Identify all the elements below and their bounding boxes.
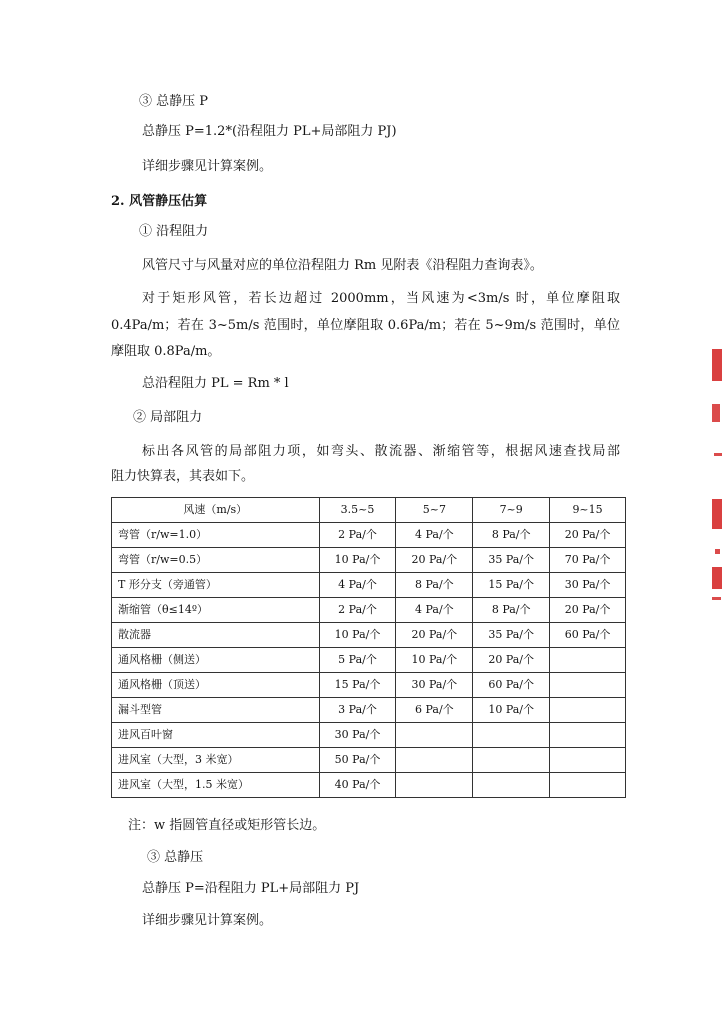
resistance-value-cell: 60 Pa/个 xyxy=(550,623,626,648)
table-header-cell: 风速（m/s） xyxy=(112,498,320,523)
resistance-value-cell: 20 Pa/个 xyxy=(396,548,473,573)
local-resistance-paragraph-line-2: 阻力快算表，其表如下。 xyxy=(111,469,255,484)
resistance-value-cell: 40 Pa/个 xyxy=(319,773,396,798)
table-row xyxy=(112,523,626,548)
resistance-value-cell xyxy=(550,773,626,798)
resistance-value-cell: 10 Pa/个 xyxy=(473,698,550,723)
resistance-value-cell: 2 Pa/个 xyxy=(319,598,396,623)
resistance-value-cell xyxy=(473,723,550,748)
resistance-value-cell: 10 Pa/个 xyxy=(319,623,396,648)
friction-resistance-heading: ① 沿程阻力 xyxy=(139,224,209,239)
table-row xyxy=(112,723,626,748)
resistance-value-cell xyxy=(550,748,626,773)
total-static-pressure-heading-2: ③ 总静压 xyxy=(147,850,204,865)
resistance-value-cell xyxy=(396,773,473,798)
fitting-name-cell: 通风格栅（侧送） xyxy=(112,648,320,673)
fitting-name-cell: 通风格栅（顶送） xyxy=(112,673,320,698)
resistance-value-cell: 15 Pa/个 xyxy=(473,573,550,598)
resistance-value-cell: 60 Pa/个 xyxy=(473,673,550,698)
resistance-value-cell xyxy=(550,673,626,698)
resistance-value-cell: 35 Pa/个 xyxy=(473,548,550,573)
fitting-name-cell: 进风室（大型，3 米宽） xyxy=(112,748,320,773)
section-heading: 2. 风管静压估算 xyxy=(111,194,208,209)
resistance-value-cell: 15 Pa/个 xyxy=(319,673,396,698)
total-static-pressure-formula-2: 总静压 P=沿程阻力 PL+局部阻力 PJ xyxy=(142,881,360,896)
table-row xyxy=(112,598,626,623)
resistance-value-cell xyxy=(550,698,626,723)
fitting-name-cell: 散流器 xyxy=(112,623,320,648)
resistance-value-cell: 8 Pa/个 xyxy=(473,523,550,548)
edge-mark xyxy=(715,549,720,554)
resistance-value-cell: 5 Pa/个 xyxy=(319,648,396,673)
resistance-value-cell: 30 Pa/个 xyxy=(396,673,473,698)
fitting-name-cell: 进风百叶窗 xyxy=(112,723,320,748)
resistance-value-cell: 4 Pa/个 xyxy=(396,523,473,548)
resistance-value-cell: 2 Pa/个 xyxy=(319,523,396,548)
resistance-value-cell: 10 Pa/个 xyxy=(319,548,396,573)
resistance-value-cell xyxy=(396,748,473,773)
resistance-value-cell xyxy=(550,648,626,673)
friction-paragraph-1: 风管尺寸与风量对应的单位沿程阻力 Rm 见附表《沿程阻力查询表》。 xyxy=(142,258,543,273)
resistance-value-cell: 20 Pa/个 xyxy=(473,648,550,673)
table-row xyxy=(112,548,626,573)
table-note: 注：w 指圆管直径或矩形管长边。 xyxy=(128,818,326,833)
resistance-value-cell xyxy=(550,723,626,748)
resistance-value-cell: 20 Pa/个 xyxy=(550,523,626,548)
resistance-value-cell: 20 Pa/个 xyxy=(550,598,626,623)
table-row xyxy=(112,773,626,798)
local-resistance-paragraph-line-1: 标出各风管的局部阻力项，如弯头、散流器、渐缩管等，根据风速查找局部 xyxy=(142,444,620,459)
table-row xyxy=(112,748,626,773)
edge-mark xyxy=(712,597,721,600)
edge-mark xyxy=(712,567,722,589)
friction-paragraph-2-line-2: 0.4Pa/m；若在 3~5m/s 范围时，单位摩阻取 0.6Pa/m；若在 5~9m/s 范围时，单位 xyxy=(111,318,620,333)
table-row xyxy=(112,648,626,673)
fitting-name-cell: 漏斗型管 xyxy=(112,698,320,723)
edge-mark xyxy=(712,349,722,381)
resistance-value-cell: 50 Pa/个 xyxy=(319,748,396,773)
local-resistance-table xyxy=(111,497,626,798)
resistance-value-cell: 30 Pa/个 xyxy=(319,723,396,748)
table-row xyxy=(112,673,626,698)
local-resistance-heading: ② 局部阻力 xyxy=(133,410,203,425)
edge-mark xyxy=(712,404,720,422)
total-friction-formula: 总沿程阻力 PL = Rm * l xyxy=(142,376,289,391)
table-header-row xyxy=(112,498,626,523)
friction-paragraph-2-line-1: 对于矩形风管，若长边超过 2000mm，当风速为<3m/s 时，单位摩阻取 xyxy=(142,291,620,306)
table-header-cell: 5~7 xyxy=(396,498,473,523)
resistance-value-cell: 3 Pa/个 xyxy=(319,698,396,723)
table-row xyxy=(112,573,626,598)
fitting-name-cell: 弯管（r/w=0.5） xyxy=(112,548,320,573)
see-case-note: 详细步骤见计算案例。 xyxy=(142,159,273,174)
edge-mark xyxy=(714,453,722,456)
resistance-value-cell xyxy=(396,723,473,748)
resistance-value-cell xyxy=(473,773,550,798)
see-case-note-2: 详细步骤见计算案例。 xyxy=(142,913,273,928)
resistance-value-cell: 4 Pa/个 xyxy=(396,598,473,623)
table-header-cell: 9~15 xyxy=(550,498,626,523)
fitting-name-cell: 渐缩管（θ≤14º） xyxy=(112,598,320,623)
resistance-value-cell: 70 Pa/个 xyxy=(550,548,626,573)
table-row xyxy=(112,698,626,723)
resistance-value-cell: 20 Pa/个 xyxy=(396,623,473,648)
fitting-name-cell: 进风室（大型，1.5 米宽） xyxy=(112,773,320,798)
resistance-value-cell: 8 Pa/个 xyxy=(396,573,473,598)
resistance-value-cell: 4 Pa/个 xyxy=(319,573,396,598)
table-row xyxy=(112,623,626,648)
resistance-value-cell xyxy=(473,748,550,773)
total-static-pressure-heading: ③ 总静压 P xyxy=(139,94,209,109)
resistance-value-cell: 30 Pa/个 xyxy=(550,573,626,598)
resistance-value-cell: 10 Pa/个 xyxy=(396,648,473,673)
edge-mark xyxy=(712,499,722,529)
table-header-cell: 7~9 xyxy=(473,498,550,523)
resistance-value-cell: 8 Pa/个 xyxy=(473,598,550,623)
resistance-value-cell: 6 Pa/个 xyxy=(396,698,473,723)
fitting-name-cell: 弯管（r/w=1.0） xyxy=(112,523,320,548)
friction-paragraph-2-line-3: 摩阻取 0.8Pa/m。 xyxy=(111,344,221,359)
resistance-value-cell: 35 Pa/个 xyxy=(473,623,550,648)
table-header-cell: 3.5~5 xyxy=(319,498,396,523)
total-static-pressure-formula: 总静压 P=1.2*(沿程阻力 PL+局部阻力 PJ) xyxy=(142,124,397,139)
fitting-name-cell: T 形分支（旁通管） xyxy=(112,573,320,598)
